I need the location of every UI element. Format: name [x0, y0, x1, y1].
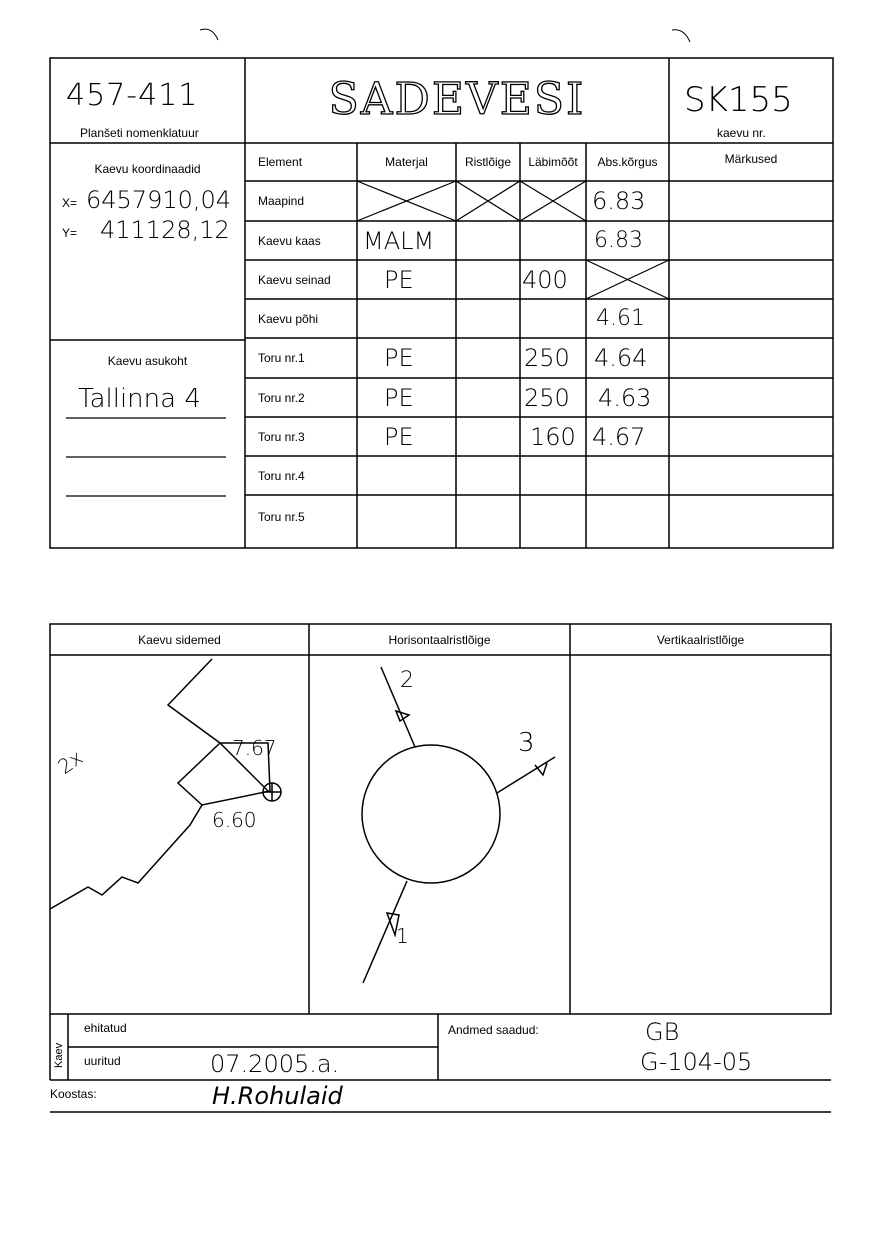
row-label: Kaevu põhi [258, 311, 319, 326]
col-header-cross-section: Ristlõige [464, 155, 512, 169]
side-label-well: Kaev [53, 1042, 65, 1068]
panel-title-vertical-section: Vertikaalristlõige [656, 633, 745, 647]
author-value: H.Rohulaid [212, 1082, 343, 1110]
pipe-label: 3 [518, 728, 535, 758]
surveyed-label: uuritud [84, 1054, 121, 1068]
diameter-cell: 250 [524, 344, 570, 372]
material-cell: PE [384, 422, 414, 451]
row-label: Toru nr.3 [258, 429, 305, 444]
material-cell: PE [384, 383, 414, 412]
sheet-label: Planšeti nomenklatuur [80, 126, 199, 140]
col-header-element: Element [258, 155, 303, 169]
surveyed-value: 07.2005.a. [210, 1050, 340, 1078]
data-received-label: Andmed saadud: [448, 1023, 539, 1037]
coords-label: Kaevu koordinaadid [94, 162, 201, 176]
col-header-material: Materjal [385, 155, 428, 169]
abs-height-cell: 4.64 [594, 344, 648, 372]
connections-sketch [50, 655, 309, 1014]
material-cell: MALM [363, 226, 435, 255]
well-number: SK155 [684, 80, 793, 120]
data-received-value: GB [645, 1018, 680, 1046]
horizontal-section-drawing [309, 655, 570, 1014]
abs-height-cell: 4.61 [596, 306, 645, 331]
abs-height-cell: 6.83 [594, 228, 643, 253]
row-label: Toru nr.1 [258, 351, 305, 365]
col-header-abs-height: Abs.kõrgus [597, 155, 658, 169]
panel-title-connections: Kaevu sidemed [138, 633, 221, 647]
pipe-label: 2 [400, 668, 414, 693]
author-label: Koostas: [50, 1087, 97, 1101]
abs-height-cell: 6.83 [592, 187, 646, 215]
col-header-diameter: Läbimõõt [528, 155, 578, 169]
abs-height-cell: 4.63 [598, 383, 652, 412]
diameter-cell: 160 [530, 422, 576, 451]
panel-title-horizontal-section: Horisontaalristlõige [388, 633, 491, 647]
sketch-elevation-bottom: 6.60 [212, 808, 257, 832]
col-header-remarks: Märkused [724, 152, 778, 166]
row-label: Toru nr.5 [258, 510, 305, 524]
diameter-cell: 400 [522, 265, 568, 294]
row-label: Toru nr.2 [258, 390, 305, 405]
row-label: Kaevu seinad [258, 272, 331, 287]
built-label: ehitatud [84, 1021, 127, 1035]
page-title: SADEVESI [328, 74, 586, 125]
material-cell: PE [384, 265, 414, 294]
data-received-value: G-104-05 [640, 1048, 753, 1076]
sketch-elevation-top: 7.67 [232, 736, 277, 760]
x-prefix: X= [62, 196, 78, 210]
sketch-label-2x: 2x [53, 745, 88, 779]
sheet-code: 457-411 [66, 78, 199, 113]
x-coordinate: 6457910,04 [86, 186, 232, 214]
well-number-label: kaevu nr. [717, 126, 766, 140]
row-label: Toru nr.4 [258, 468, 305, 483]
y-prefix: Y= [62, 226, 78, 240]
material-cell: PE [384, 344, 414, 372]
row-label: Kaevu kaas [258, 233, 321, 248]
diameter-cell: 250 [524, 383, 570, 412]
y-coordinate: 411128,12 [100, 216, 230, 244]
location-value: Tallinna 4 [78, 384, 201, 414]
row-label: Maapind [258, 194, 305, 208]
location-label: Kaevu asukoht [107, 354, 188, 368]
pipe-label: 1 [396, 924, 409, 948]
abs-height-cell: 4.67 [592, 422, 646, 451]
